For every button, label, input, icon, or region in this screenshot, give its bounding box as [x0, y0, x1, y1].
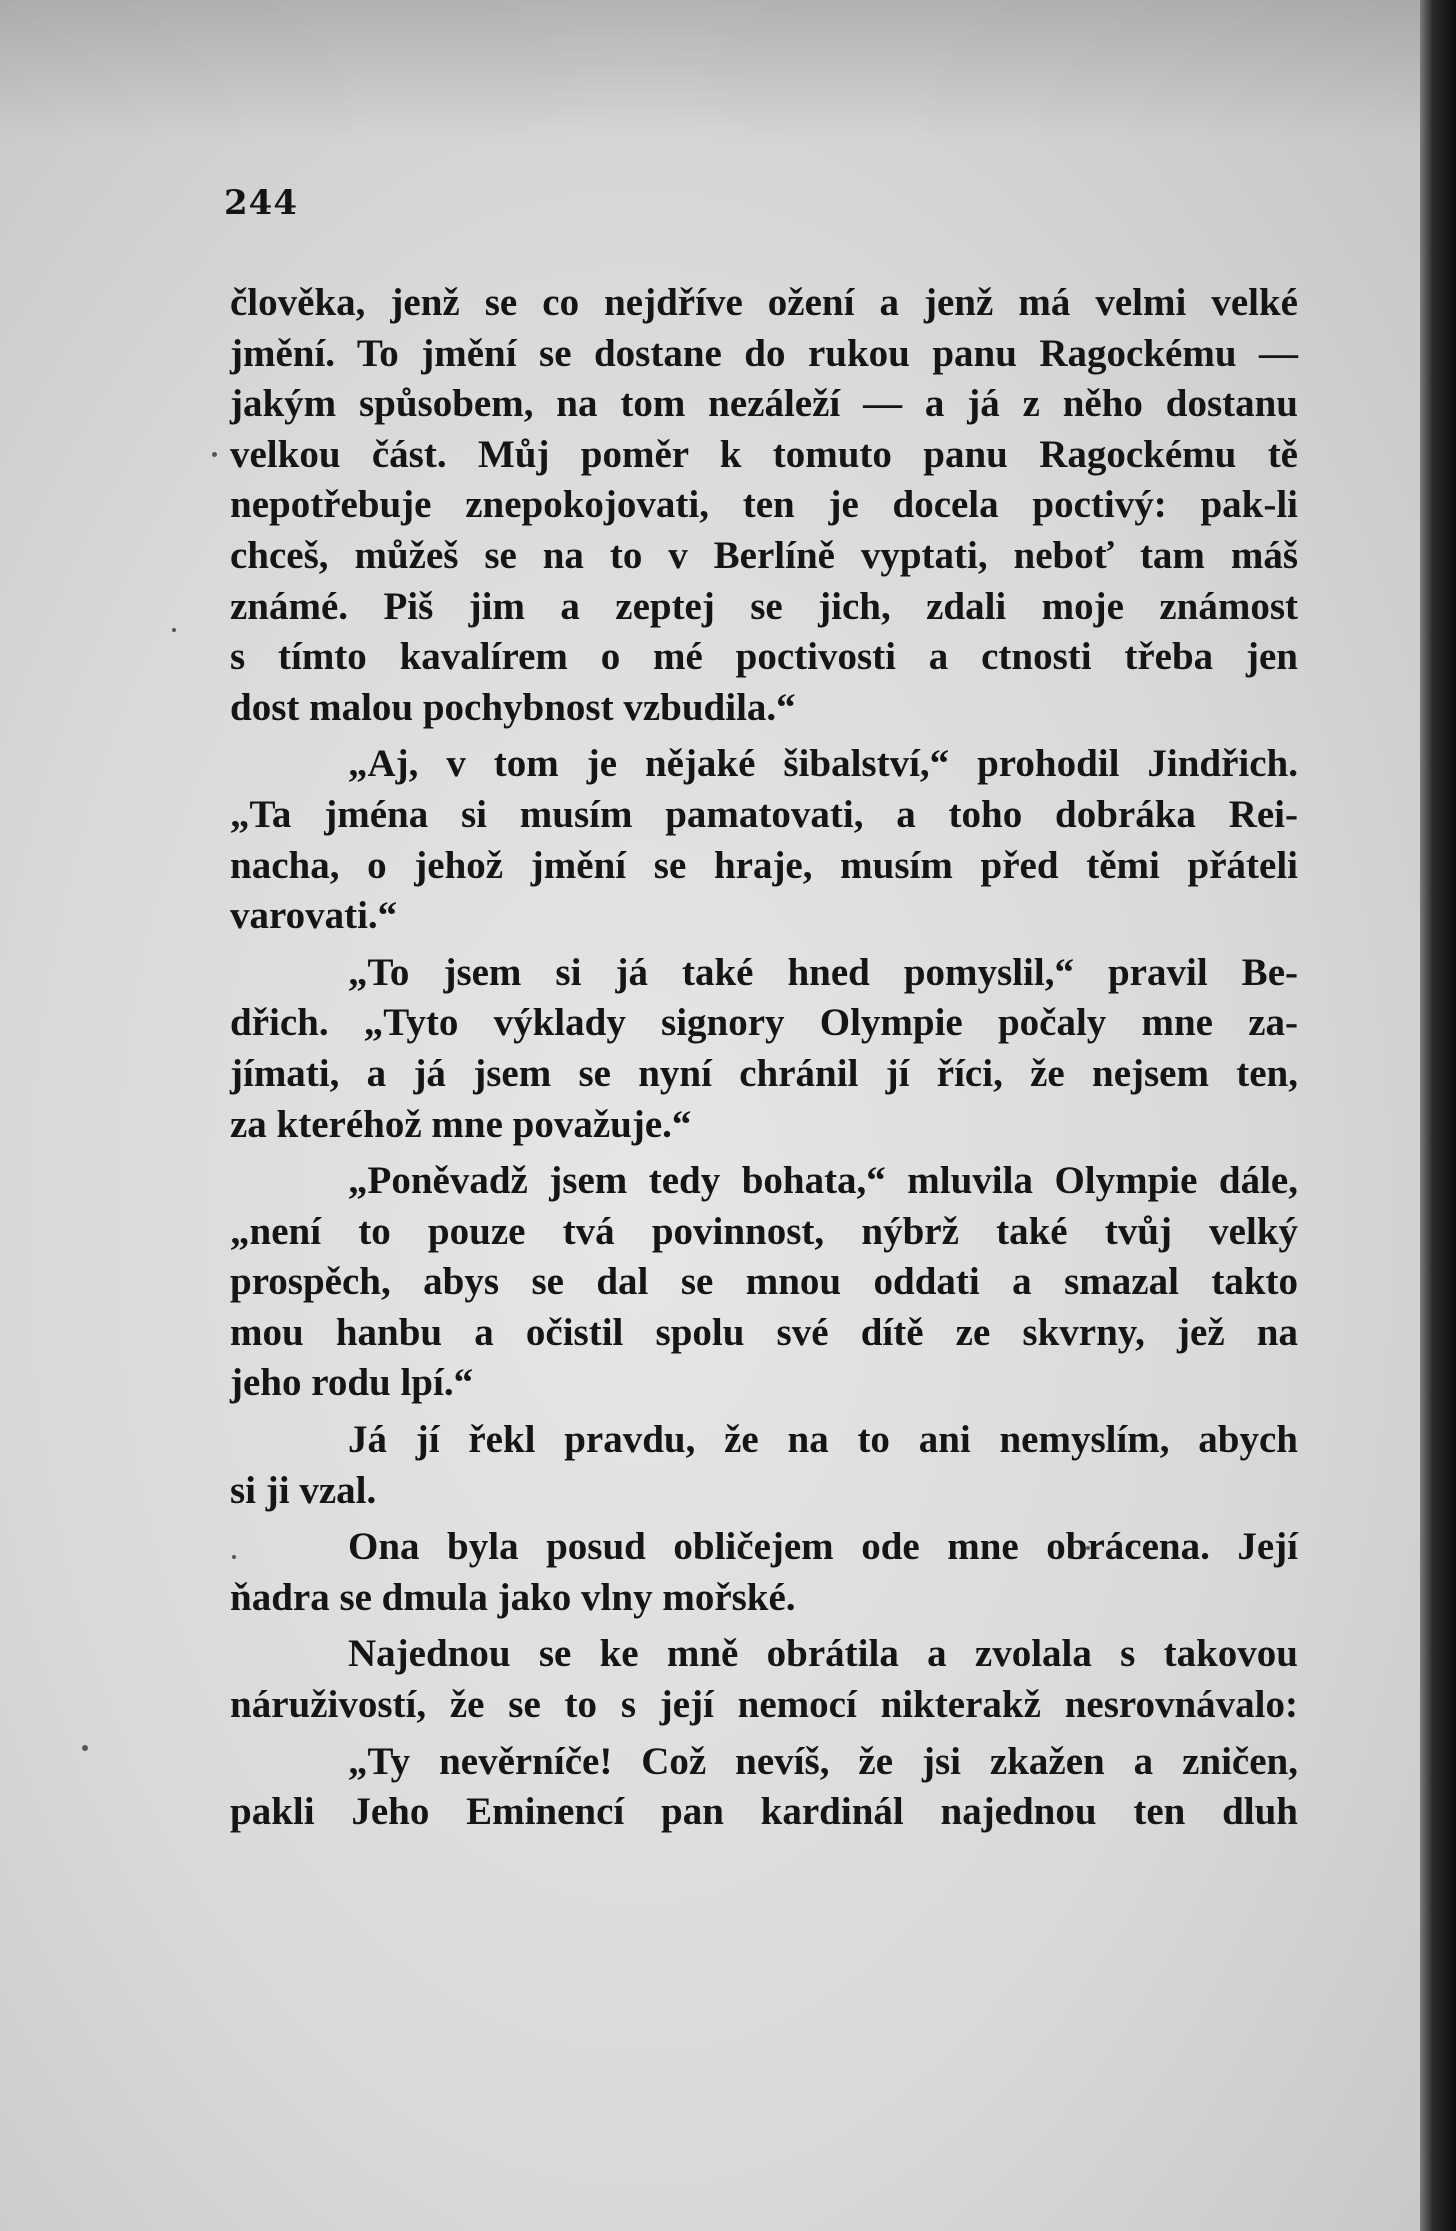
text-line: jeho rodu lpí.“: [230, 1361, 474, 1405]
text-line: dost malou pochybnost vzbudila.“: [230, 685, 796, 729]
text-line: varovati.“: [230, 894, 398, 938]
text-line: známé. Piš jim a zeptej se jich, zdali moje známost: [230, 584, 1298, 628]
text-line: Ona byla posud obličejem ode mne obrácena. Její: [348, 1525, 1298, 1569]
page-shading: [0, 0, 1420, 140]
text-line: jakým spůsobem, na tom nezáleží — a já z něho dostanu: [230, 382, 1298, 426]
text-line: za kteréhož mne považuje.“: [230, 1102, 692, 1146]
text-line: člověka, jenž se co nejdříve ožení a jenž má velmi velké: [230, 281, 1298, 324]
page-binding-edge: [1420, 0, 1456, 2231]
text-line: náruživostí, že se to s její nemocí nikterakž nesrovnávalo:: [230, 1683, 1298, 1727]
text-line: si ji vzal.: [230, 1468, 377, 1512]
text-line: „To jsem si já také hned pomyslil,“ pravil Be-: [348, 950, 1298, 994]
text-line: „Aj, v tom je nějaké šibalství,“ prohodil Jindřich.: [348, 742, 1298, 786]
ink-speck: [212, 452, 217, 457]
text-line: velkou část. Můj poměr k tomuto panu Ragockému tě: [230, 432, 1298, 476]
text-line: „Poněvadž jsem tedy bohata,“ mluvila Olympie dále,: [348, 1159, 1298, 1203]
page-number: 244: [224, 183, 298, 223]
text-line: jmění. To jmění se dostane do rukou panu Ragockému —: [230, 331, 1298, 375]
text-line: „Ty nevěrníče! Což nevíš, že jsi zkažen a zničen,: [348, 1739, 1298, 1783]
text-line: pakli Jeho Eminencí pan kardinál najednou ten dluh: [230, 1790, 1298, 1834]
text-line: s tímto kavalírem o mé poctivosti a ctnosti třeba jen: [230, 635, 1298, 679]
text-line: nacha, o jehož jmění se hraje, musím před těmi přáteli: [230, 843, 1298, 887]
text-line: jímati, a já jsem se nyní chránil jí říci, že nejsem ten,: [230, 1051, 1298, 1095]
text-line: chceš, můžeš se na to v Berlíně vyptati, neboť tam máš: [230, 533, 1298, 577]
body-text: [230, 278, 1298, 1838]
text-line: nepotřebuje znepokojovati, ten je docela poctivý: pak-li: [230, 483, 1298, 527]
text-line: Najednou se ke mně obrátila a zvolala s takovou: [348, 1632, 1298, 1676]
text-line: dřich. „Tyto výklady signory Olympie počaly mne za-: [230, 1001, 1298, 1045]
text-line: mou hanbu a očistil spolu své dítě ze skvrny, jež na: [230, 1310, 1298, 1354]
text-line: prospěch, abys se dal se mnou oddati a smazal takto: [230, 1260, 1298, 1304]
text-line: „Ta jména si musím pamatovati, a toho dobráka Rei-: [230, 792, 1298, 836]
text-line: Já jí řekl pravdu, že na to ani nemyslím, abych: [348, 1418, 1298, 1462]
ink-speck: [172, 628, 176, 632]
text-line: „není to pouze tvá povinnost, nýbrž také tvůj velký: [230, 1209, 1298, 1253]
ink-speck: [82, 1745, 88, 1751]
text-line: ňadra se dmula jako vlny mořské.: [230, 1575, 796, 1619]
